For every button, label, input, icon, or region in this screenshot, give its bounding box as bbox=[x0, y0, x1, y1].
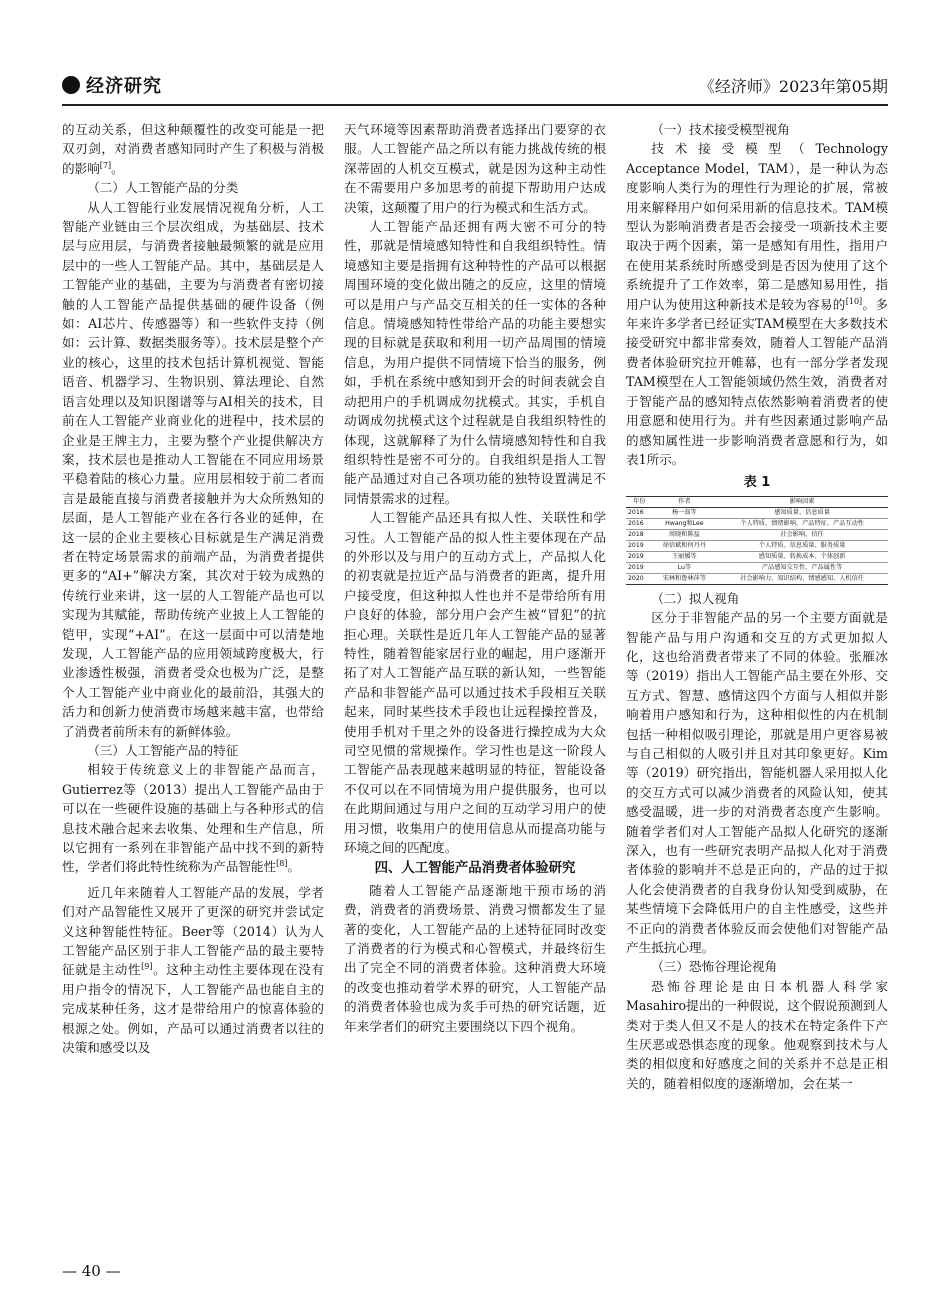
paragraph: 近几年来随着人工智能产品的发展，学者们对产品智能性又展开了更深的研究并尝试定义这种智能性特征。Beer等（2014）认为人工智能产品区别于非人工智能产品的最主要特征就是主动性[9]。这种主动性主要体现在没有用户指令的情况下，人工智能产品也能自主的完成某种任务，这才是带给用户的惊喜体验的根源之处。例如，产品可以通过消费者以往的决策和感受以及 bbox=[62, 884, 324, 1056]
subsection-heading: （一）技术接受模型视角 bbox=[651, 122, 790, 137]
section-label bbox=[62, 72, 162, 98]
subsection-heading: （二）拟人视角 bbox=[651, 590, 740, 606]
subsection-heading: （三）恐怖谷理论视角 bbox=[651, 959, 778, 975]
paragraph: 随着人工智能产品逐渐地干预市场的消费，消费者的消费场景、消费习惯都发生了显著的变化，人工智能产品的上述特征同时改变了消费者的行为模式和心智模式，并最终衍生出了完全不同的消费者体验。这种消费大环境的改变也推动着学术界的研究，人工智能产品的消费者体验也成为炙手可热的研究话题，近年来学者们的研究主要围绕以下四个视角。 bbox=[344, 882, 606, 1034]
table-cell: 2019 bbox=[626, 562, 653, 573]
citation-ref: [10] bbox=[845, 296, 863, 306]
citation-ref: [7] bbox=[99, 160, 112, 170]
table-row bbox=[626, 573, 888, 584]
table-cell: 2020 bbox=[626, 573, 653, 584]
table-cell: 个人特质、信息质量、服务质量 bbox=[716, 540, 888, 551]
subsection-heading: （三）人工智能产品的特征 bbox=[87, 743, 239, 758]
bullet-icon bbox=[62, 76, 80, 94]
paragraph: 的互动关系，但这种颠覆性的改变可能是一把双刃剑，对消费者感知同时产生了积极与消极的影响[7]。 bbox=[62, 122, 324, 176]
table-cell: 个人特质、情绪影响、产品特征、产品互动性 bbox=[716, 518, 888, 529]
table-row bbox=[626, 518, 888, 529]
column-3 bbox=[626, 120, 888, 1260]
table-cell: Lu等 bbox=[653, 562, 717, 573]
table-title: 表 1 bbox=[743, 475, 771, 491]
factor-table bbox=[626, 496, 888, 585]
section-name: 经济研究 bbox=[86, 76, 162, 97]
table-cell: 感知质量、信息质量 bbox=[716, 507, 888, 518]
table-cell: 2019 bbox=[626, 540, 653, 551]
table-row bbox=[626, 551, 888, 562]
paragraph: 天气环境等因素帮助消费者选择出门要穿的衣服。人工智能产品之所以有能力挑战传统的根深蒂固的人机交互模式，就是因为这种主动性在不需要用户多加思考的前提下帮助用户达成决策，这颠覆了用户的行为模式和生活方式。 bbox=[344, 122, 606, 215]
table-header-row bbox=[626, 496, 888, 507]
table-row bbox=[626, 562, 888, 573]
table-row bbox=[626, 507, 888, 518]
table-cell: 王丽媛等 bbox=[653, 551, 717, 562]
table-header: 影响因素 bbox=[716, 496, 888, 507]
table-cell: 产品感知交互性、产品属性等 bbox=[716, 562, 888, 573]
journal-issue: 《经济师》2023年第05期 bbox=[698, 77, 888, 96]
paragraph: 相较于传统意义上的非智能产品而言，Gutierrez等（2013）提出人工智能产品由于可以在一些硬件设施的基础上与各种形式的信息技术融合起来去收集、处理和生产信息，所以它拥有一系列在非智能产品中找不到的新特性，学者们将此特性统称为产品智能性[8]。 bbox=[62, 762, 324, 875]
paragraph: 从人工智能行业发展情况视角分析，人工智能产业链由三个层次组成，为基础层、技术层与应用层，与消费者接触最频繁的就是应用层中的一些人工智能产品。其中，基础层是人工智能产业的基础，主要为与消费者有密切接触的人工智能产品提供基础的硬件设备（例如：AI芯片、传感器等）和一些软件支持（例如：云计算、数据类服务等）。技术层是整个产业的核心，这里的技术包括计算机视觉、智能语音、机器学习、生物识别、算法理论、自然语言处理以及知识图谱等与AI相关的技术，目前在人工智能产业商业化的进程中，技术层的企业是王牌主力，主要为整个产业提供解决方案，技术层也是推动人工智能在不同应用场景平稳着陆的核心力量。应用层相较于前二者而言是最能直接与消费者接触并为大众所熟知的层面，是人工智能产业在各行各业的延伸，在这一层的企业主要核心目标就是生产满足消费者在特定场景需求的前端产品，为消费者提供更多的“AI+”解决方案，其次对于较为成熟的传统行业来讲，这一层的人工智能产品也可以实现为其赋能，帮助传统产业披上人工智能的铠甲，实现“+AI”。在这一层面中可以清楚地发现，人工智能产品的应用领域跨度极大，行业渗透性极强，消费者受众也极为广泛，是整个人工智能产业中商业化的最前沿，其强大的活力和创新力使消费市场越来越丰富，也带给了消费者前所未有的新鲜体验。 bbox=[62, 199, 324, 739]
paragraph: 恐怖谷理论是由日本机器人科学家Masahiro提出的一种假说，这个假说预测到人类对于类人但又不是人的技术在特定条件下产生厌恶或恐惧态度的现象。他观察到技术与人类的相似度和好感度之间的关系并不总是正相关的，随着相似度的逐渐增加，会在某一 bbox=[626, 978, 888, 1091]
column-1 bbox=[62, 120, 324, 1260]
page-number: — 40 — bbox=[62, 1262, 121, 1280]
table-cell: 社会影响、信任 bbox=[716, 529, 888, 540]
table-cell: 2016 bbox=[626, 507, 653, 518]
table-row bbox=[626, 529, 888, 540]
paragraph: 技术接受模型（Technology Acceptance Model，TAM），是一种认为态度影响人类行为的理性行为理论的扩展，常被用来解释用户如何采用新的信息技术。TAM模型认为影响消费者是否会接受一项新技术主要取决于两个因素，第一是感知有用性，指用户在使用某系统时所感受到是否因为使用了这个系统提升了工作效率，第二是感知易用性，指用户认为使用这种新技术是较为容易的[10]。多年来许多学者已经证实TAM模型在大多数技术接受研究中都非常奏效，随着人工智能产品消费者体验研究拉开帷幕，也有一部分学者发现TAM模型在人工智能领域仍然生效，消费者对于智能产品的感知特点依然影响着消费者的使用意愿和使用行为。并有些因素通过影响产品的感知属性进一步影响消费者意愿和行为，如表1所示。 bbox=[626, 141, 888, 467]
citation-ref: [9] bbox=[141, 962, 153, 972]
table-cell: 周晓和陈益 bbox=[653, 529, 717, 540]
column-2 bbox=[344, 120, 606, 1260]
page-header bbox=[62, 70, 888, 100]
table-cell: 2018 bbox=[626, 529, 653, 540]
paragraph: 人工智能产品还拥有两大密不可分的特性，那就是情境感知特性和自我组织特性。情境感知主要是指拥有这种特性的产品可以根据周围环境的变化做出随之的反应，这里的情境可以是用户与产品交互相关的任一实体的各种信息。情境感知特性带给产品的功能主要想实现的目标就是获取和利用一切产品周围的情境信息，为用户提供不同情境下恰当的服务，例如，手机在系统中感知到开会的时间表就会自动把用户的手机调成勿扰模式。其实，手机自动调成勿扰模式这个过程就是自我组织特性的体现，这就解释了为什么情境感知特性和自我组织特性是密不可分的。自我组织是指人工智能产品通过对自己各项功能的独特设置满足不同情景需求的过程。 bbox=[344, 219, 606, 506]
table-cell: 宋林和鲁林萍等 bbox=[653, 573, 717, 584]
table-header: 年份 bbox=[626, 496, 653, 507]
table-row bbox=[626, 540, 888, 551]
paragraph: 人工智能产品还具有拟人性、关联性和学习性。人工智能产品的拟人性主要体现在产品的外形以及与用户的互动方式上，产品拟人化的初衷就是拉近产品与消费者的距离，提升用户接受度，但这种拟人性也并不是带给所有用户良好的体验，部分用户会产生被“冒犯”的抗拒心理。关联性是近几年人工智能产品的显著特性，随着智能家居行业的崛起，用户逐渐开拓了对人工智能产品互联的新认知，一些智能产品和非智能产品可以通过技术手段相互关联起来，同时某些技术手段也让远程操控普及，使用手机对千里之外的设备进行操控成为大众司空见惯的常规操作。学习性也是这一阶段人工智能产品表现越来越明显的特征，智能设备不仅可以在不同情境为用户提供服务，也可以在此期间通过与用户之间的互动学习用户的使用习惯，收集用户的使用信息从而提高功能与环境之间的匹配度。 bbox=[344, 510, 606, 856]
table-cell: 徐信斌和何丹丹 bbox=[653, 540, 717, 551]
header-divider bbox=[62, 104, 888, 106]
paragraph: 区分于非智能产品的另一个主要方面就是智能产品与用户沟通和交互的方式更加拟人化，这也给消费者带来了不同的体验。张雁冰等（2019）指出人工智能产品主要在外形、交互方式、智慧、感情这四个方面与人相似并影响着用户感知和行为，这种相似性的内在机制包括一种相似吸引理论，那就是用户更容易被与自己相似的人吸引并且对其印象更好。Kim等（2019）研究指出，智能机器人采用拟人化的交互方式可以减少消费者的风险认知，使其感受温暖，进一步的对消费者态度产生影响。随着学者们对人工智能产品拟人化研究的逐渐深入，也有一些研究表明产品拟人化对于消费者体验的影响并不总是正向的，产品的过于拟人化会使消费者的自我身份认知受到威胁，在某些情境下会降低用户的自主性感受，这些并不正向的消费者体验反而会使他们对智能产品产生抵抗心理。 bbox=[626, 610, 888, 956]
subsection-heading: （二）人工智能产品的分类 bbox=[87, 180, 239, 196]
table-cell: 杨一翁等 bbox=[653, 507, 717, 518]
section-heading: 四、人工智能产品消费者体验研究 bbox=[374, 861, 576, 877]
table-cell: 感知质量、转换成本、个体创新 bbox=[716, 551, 888, 562]
table-header: 作者 bbox=[653, 496, 717, 507]
table-cell: 2016 bbox=[626, 518, 653, 529]
table-cell: 社会影响力、知识结构、情感感知、人机信任 bbox=[716, 573, 888, 584]
table-cell: 2019 bbox=[626, 551, 653, 562]
citation-ref: [8] bbox=[276, 859, 288, 869]
table-cell: Hwang和Lee bbox=[653, 518, 717, 529]
